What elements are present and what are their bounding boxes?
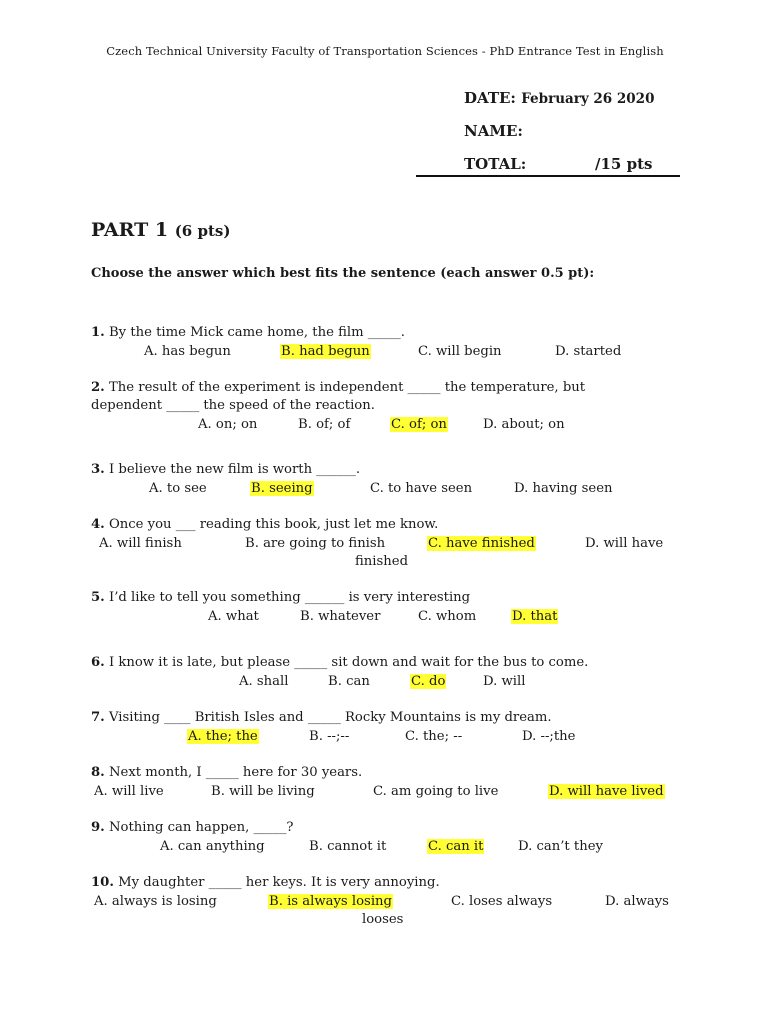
question-number: 1. <box>91 325 105 340</box>
option-10d-wrap: looses <box>362 912 404 927</box>
option-6d: D. will <box>483 674 526 689</box>
question-number: 9. <box>91 820 105 835</box>
option-8d-highlighted: D. will have lived <box>549 784 664 799</box>
question-10 <box>91 875 440 890</box>
option-7d: D. --;the <box>522 729 576 744</box>
option-5c: C. whom <box>418 609 477 624</box>
option-4b: B. are going to finish <box>245 536 386 551</box>
question-text: I’d like to tell you something ______ is very interesting <box>108 590 471 605</box>
question-text: Once you ___ reading this book, just let me know. <box>108 517 439 532</box>
option-4c-highlighted: C. have finished <box>428 536 535 551</box>
name-label: NAME: <box>464 122 523 140</box>
question-text: Visiting ____ British Isles and _____ Rocky Mountains is my dream. <box>108 710 552 725</box>
total-line <box>464 155 680 173</box>
option-10a: A. always is losing <box>94 894 217 909</box>
question-9 <box>91 820 294 835</box>
option-9c-highlighted: C. can it <box>428 839 484 854</box>
option-4a: A. will finish <box>99 536 182 551</box>
question-7 <box>91 710 552 725</box>
document-header: Czech Technical University Faculty of Transportation Sciences - PhD Entrance Test in English <box>106 44 664 58</box>
date-line <box>464 89 654 107</box>
question-number: 8. <box>91 765 105 780</box>
option-3d: D. having seen <box>514 481 613 496</box>
option-2d: D. about; on <box>483 417 565 432</box>
option-3b-highlighted: B. seeing <box>251 481 313 496</box>
option-5d-highlighted: D. that <box>512 609 558 624</box>
option-7b: B. --;-- <box>309 729 350 744</box>
question-number: 3. <box>91 462 105 477</box>
part-name: PART 1 <box>91 219 169 241</box>
question-2-continued: dependent _____ the speed of the reaction. <box>91 398 375 413</box>
total-label: TOTAL: <box>464 155 527 173</box>
option-4d-wrap: finished <box>355 554 409 569</box>
option-4d: D. will have <box>585 536 664 551</box>
header-rule <box>416 175 680 177</box>
option-8a: A. will live <box>94 784 164 799</box>
option-3c: C. to have seen <box>370 481 473 496</box>
date-value: February 26 2020 <box>521 91 655 107</box>
total-value: /15 pts <box>595 155 653 173</box>
option-2b: B. of; of <box>298 417 351 432</box>
option-8b: B. will be living <box>211 784 315 799</box>
option-2c-highlighted: C. of; on <box>391 417 447 432</box>
question-3 <box>91 462 360 477</box>
option-6b: B. can <box>328 674 370 689</box>
question-5 <box>91 590 470 605</box>
question-2 <box>91 380 585 395</box>
question-text: I know it is late, but please _____ sit down and wait for the bus to come. <box>108 655 589 670</box>
part-points: (6 pts) <box>174 222 231 240</box>
question-text: By the time Mick came home, the film _____. <box>108 325 405 340</box>
question-number: 5. <box>91 590 105 605</box>
question-number: 6. <box>91 655 105 670</box>
option-1b-highlighted: B. had begun <box>281 344 370 359</box>
question-text: Nothing can happen, _____? <box>108 820 294 835</box>
question-number: 2. <box>91 380 105 395</box>
question-number: 10. <box>91 875 114 890</box>
question-text: The result of the experiment is independent _____ the temperature, but <box>108 380 586 395</box>
instructions: Choose the answer which best fits the sentence (each answer 0.5 pt): <box>91 266 595 281</box>
question-text: Next month, I _____ here for 30 years. <box>108 765 363 780</box>
question-6 <box>91 655 588 670</box>
option-6a: A. shall <box>239 674 289 689</box>
question-text: I believe the new film is worth ______. <box>108 462 361 477</box>
question-number: 7. <box>91 710 105 725</box>
question-4 <box>91 517 438 532</box>
option-2a: A. on; on <box>198 417 258 432</box>
option-6c-highlighted: C. do <box>411 674 446 689</box>
option-1d: D. started <box>555 344 622 359</box>
option-5a: A. what <box>208 609 259 624</box>
option-9a: A. can anything <box>160 839 265 854</box>
question-8 <box>91 765 362 780</box>
option-7a-highlighted: A. the; the <box>188 729 258 744</box>
date-label: DATE: <box>464 89 516 107</box>
option-10d: D. always <box>605 894 669 909</box>
question-1 <box>91 325 405 340</box>
option-7c: C. the; -- <box>405 729 463 744</box>
option-3a: A. to see <box>149 481 207 496</box>
question-text: My daughter _____ her keys. It is very annoying. <box>118 875 440 890</box>
option-9d: D. can’t they <box>518 839 603 854</box>
option-8c: C. am going to live <box>373 784 499 799</box>
part-title <box>91 219 230 241</box>
option-9b: B. cannot it <box>309 839 387 854</box>
option-10c: C. loses always <box>451 894 553 909</box>
question-number: 4. <box>91 517 105 532</box>
option-1a: A. has begun <box>144 344 231 359</box>
option-5b: B. whatever <box>300 609 381 624</box>
option-10b-highlighted: B. is always losing <box>269 894 392 909</box>
option-1c: C. will begin <box>418 344 502 359</box>
